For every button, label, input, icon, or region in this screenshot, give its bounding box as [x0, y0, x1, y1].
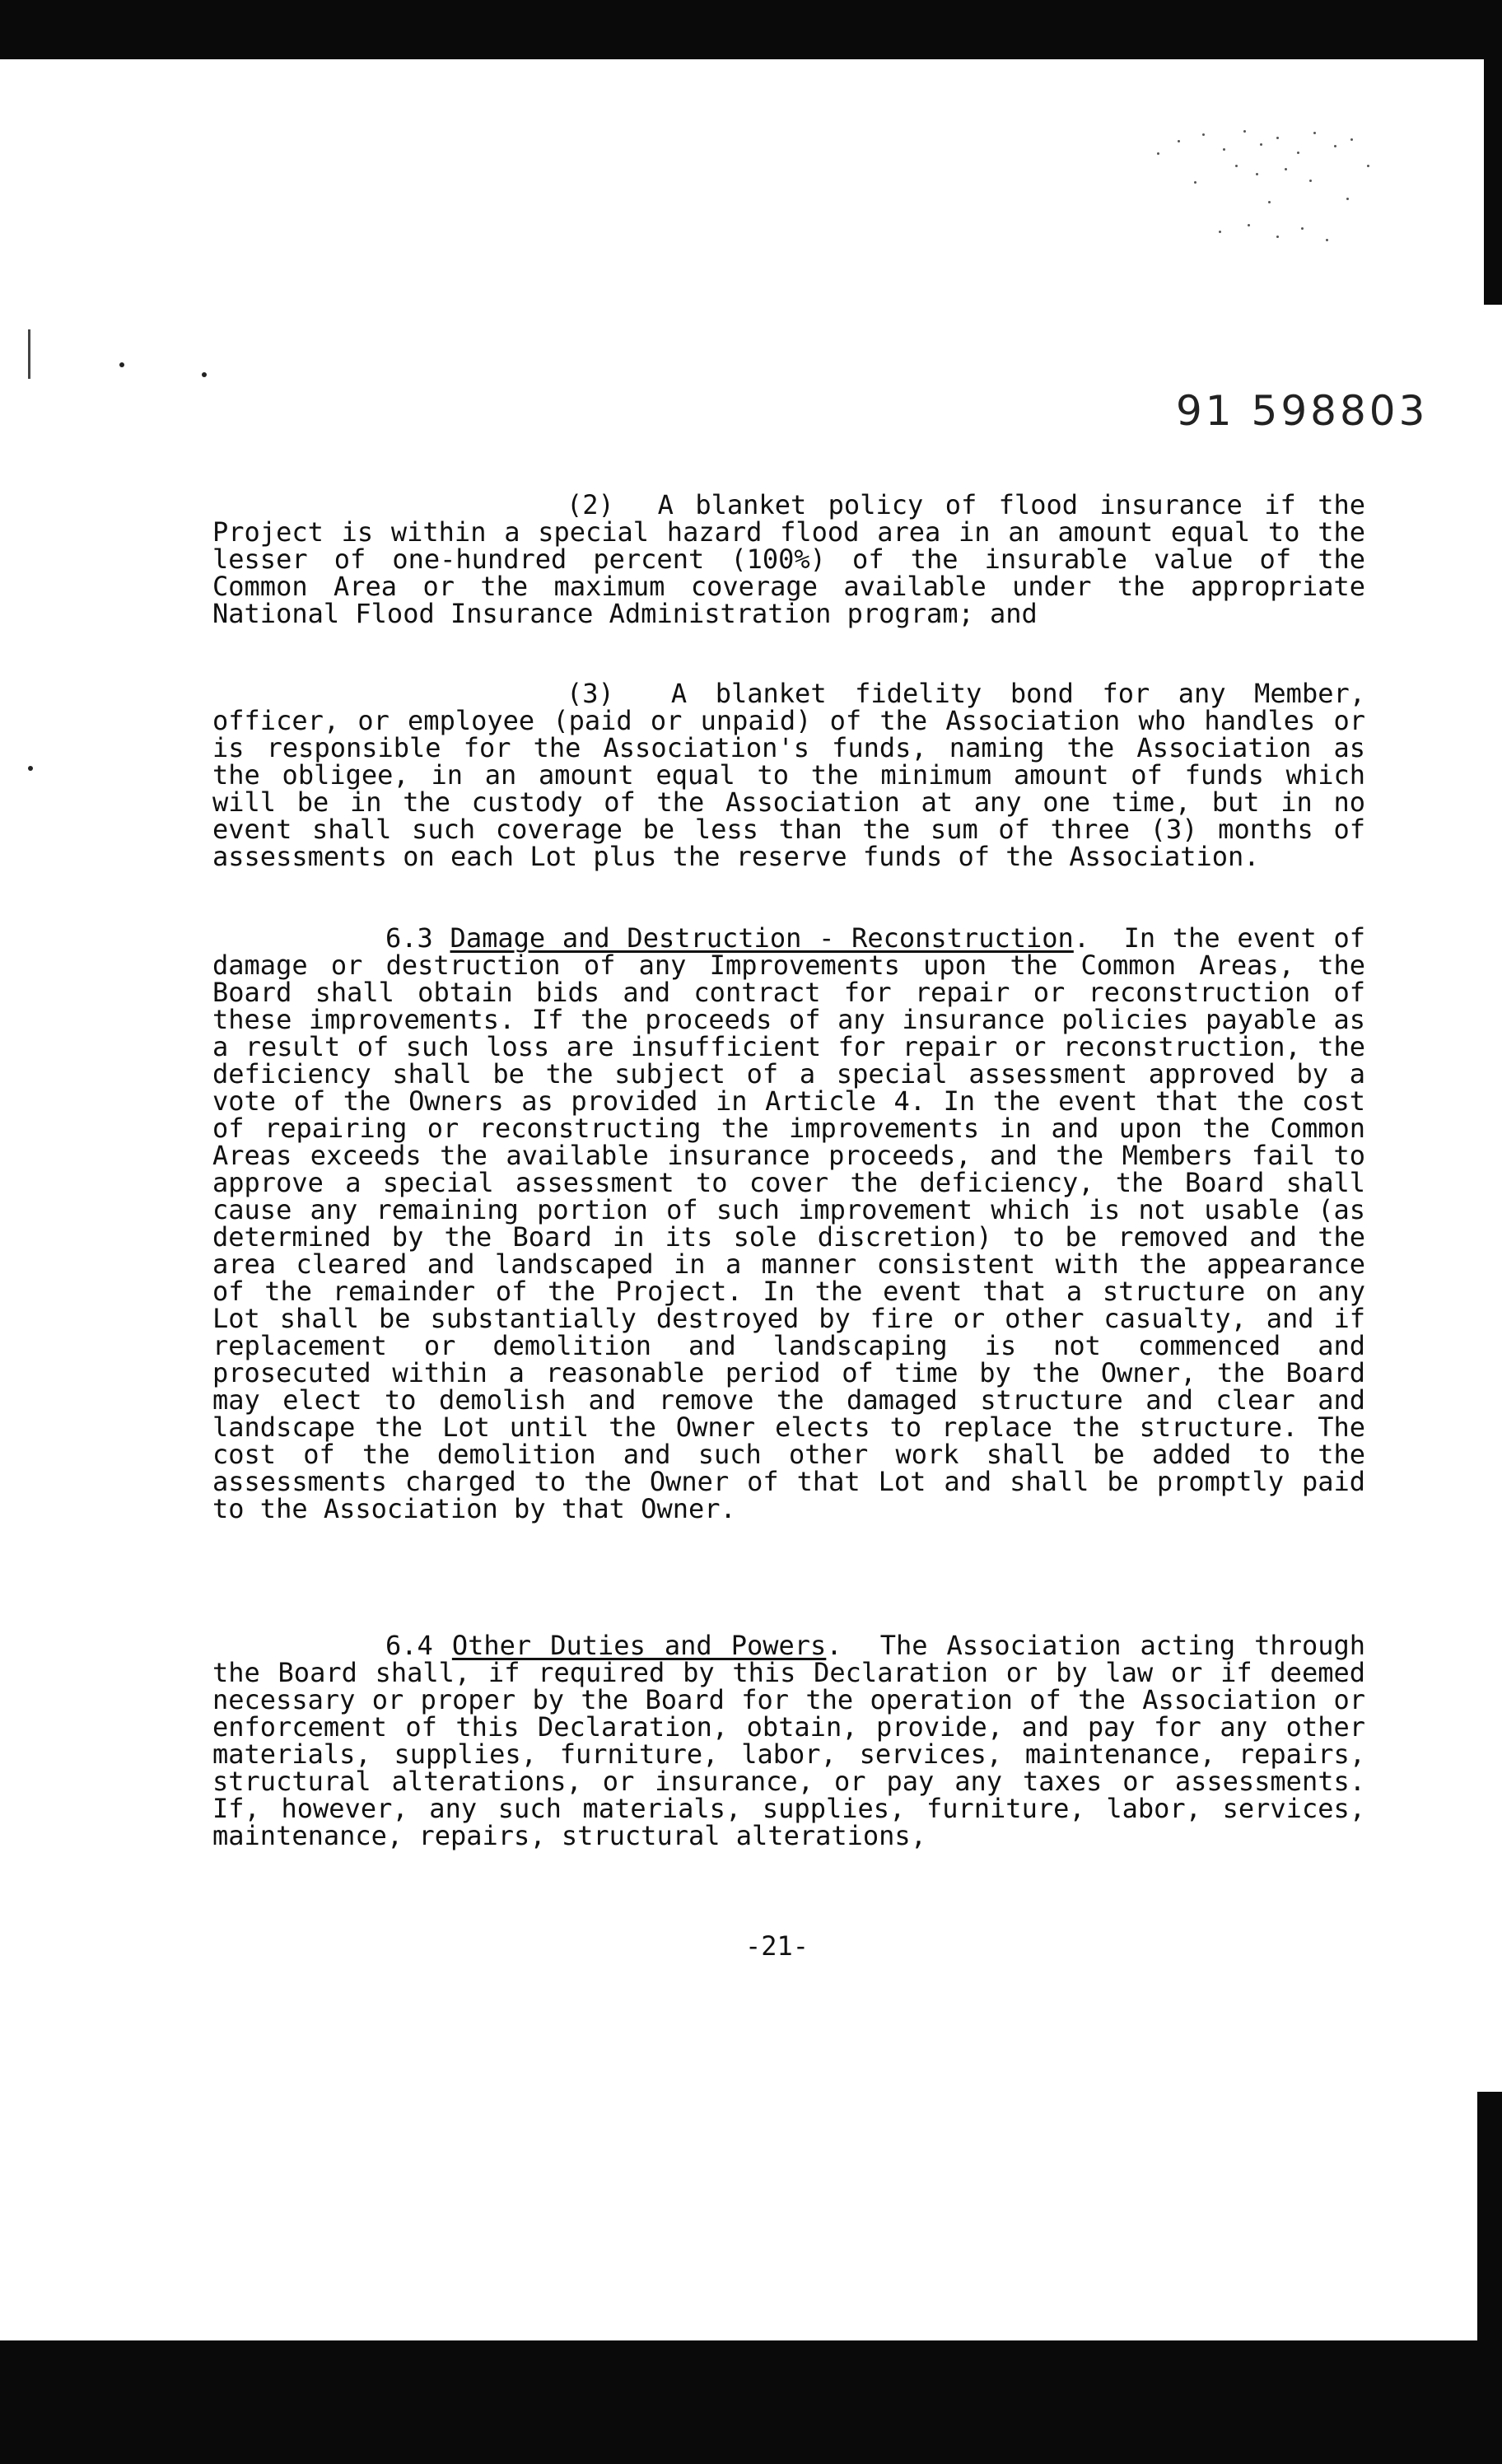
item-3-body: A blanket fidelity bond for any Member, officer, or employee (paid or unpaid) of the Association who handles or is responsible for the Association's funds, naming the Association as the obligee, in an amount equal to the minimum amount of funds which will be in the custody of the Association at any one time, but in no event shall such coverage be less than the sum of three (3) months of assessments on each Lot plus the reserve funds of the Association. [212, 678, 1365, 872]
scan-border-bottom [0, 2340, 1502, 2464]
section-6-4-number: 6.4 [385, 1630, 433, 1661]
paragraph-item-3 [212, 680, 1365, 870]
scan-border-right-top [1484, 49, 1502, 305]
scan-border-top [0, 0, 1502, 59]
paragraph-item-2 [212, 489, 1366, 629]
scan-dot [119, 362, 124, 367]
section-6-3-body: In the event of damage or destruction of any Improvements upon the Common Areas, the Board shall obtain bids and contract for repair or reconstruction of these improvements. If the proceeds of any insurance policies payable as a result of such loss are insufficient for repair or reconstruction, the deficiency shall be the subject of a special assessment approved by a vote of the Owners as provided in Article 4. In the event that the cost of repairing or reconstructing the improvements in and upon the Common Areas exceeds the available insurance proceeds, and the Members fail to approve a special assessment to cover the deficiency, the Board shall cause any remaining portion of such improvement which is not usable (as determined by the Board in its sole discretion) to be removed and the area cleared and landscaped in a manner consistent with the appearance of the remainder of the Project. In the event that a structure on any Lot shall be substantially destroyed by fire or other casualty, and if replacement or demolition and landscaping is not commenced and prosecuted within a reasonable period of time by the Owner, the Board may elect to demolish and remove the damaged structure and clear and landscape the Lot until the Owner elects to replace the structure. The cost of the demolition and such other work shall be added to the assessments charged to the Owner of that Lot and shall be promptly paid to the Association by that Owner. [212, 922, 1366, 1524]
item-2-lead: (2) [567, 489, 614, 520]
section-6-3-heading: Damage and Destruction - Reconstruction [450, 922, 1074, 954]
section-6-3-number: 6.3 [385, 922, 433, 954]
section-6-4-heading: Other Duties and Powers [451, 1630, 827, 1661]
section-6-4-body: The Association acting through the Board shall, if required by this Declaration or by law or if deemed necessary or proper by the Board for the operation of the Association or enforcement of this Declaration, obtain, provide, and pay for any other materials, supplies, furniture, labor, services, maintenance, repairs, structural alterations, or insurance, or pay any taxes or assessments. If, however, any such materials, supplies, furniture, labor, services, maintenance, repairs, structural alterations, [212, 1630, 1366, 1851]
item-2-body: A blanket policy of flood insurance if the Project is within a special hazard flood area in an amount equal to the lesser of one-hundred percent (100%) of the insurable value of the Common Area or the maximum coverage available under the appropriate National Flood Insurance Administration program; and [212, 489, 1366, 629]
item-3-lead: (3) [567, 678, 614, 709]
scan-speckle [1145, 115, 1416, 280]
section-6-3: 6.3 Damage and Destruction - Reconstruction. In the event of damage or destruction of any Improvements upon the Common Areas, the Board shall obtain bids and contract for repair or reconstruction of these improvements. If the proceeds of any insurance policies payable as a result of such loss are insufficient for repair or reconstruction, the deficiency shall be the subject of a special assessment approved by a vote of the Owners as provided in Article 4. In the event that the cost of repairing or reconstructing the improvements in and upon the Common Areas exceeds the available insurance proceeds, and the Members fail to approve a special assessment to cover the deficiency, the Board shall cause any remaining portion of such improvement which is not usable (as determined by the Board in its sole discretion) to be removed and the area cleared and landscaped in a manner consistent with the appearance of the remainder of the Project. In the event that a structure on any Lot shall be substantially destroyed by fire or other casualty, and if replacement or demolition and landscaping is not commenced and prosecuted within a reasonable period of time by the Owner, the Board may elect to demolish and remove the damaged structure and clear and landscape the Lot until the Owner elects to replace the structure. The cost of the demolition and such other work shall be added to the assessments charged to the Owner of that Lot and shall be promptly paid to the Association by that Owner. [212, 922, 1366, 1524]
section-6-4: 6.4 Other Duties and Powers. The Association acting through the Board shall, if required by this Declaration or by law or if deemed necessary or proper by the Board for the operation of the Association or enforcement of this Declaration, obtain, provide, and pay for any other materials, supplies, furniture, labor, services, maintenance, repairs, structural alterations, or insurance, or pay any taxes or assessments. If, however, any such materials, supplies, furniture, labor, services, maintenance, repairs, structural alterations, [212, 1630, 1366, 1851]
page-number: -21- [745, 1930, 809, 1962]
document-number: 91 598803 [1176, 387, 1429, 435]
scan-dot [202, 372, 207, 377]
scan-dot [28, 766, 33, 771]
scan-margin-mark [28, 329, 30, 379]
